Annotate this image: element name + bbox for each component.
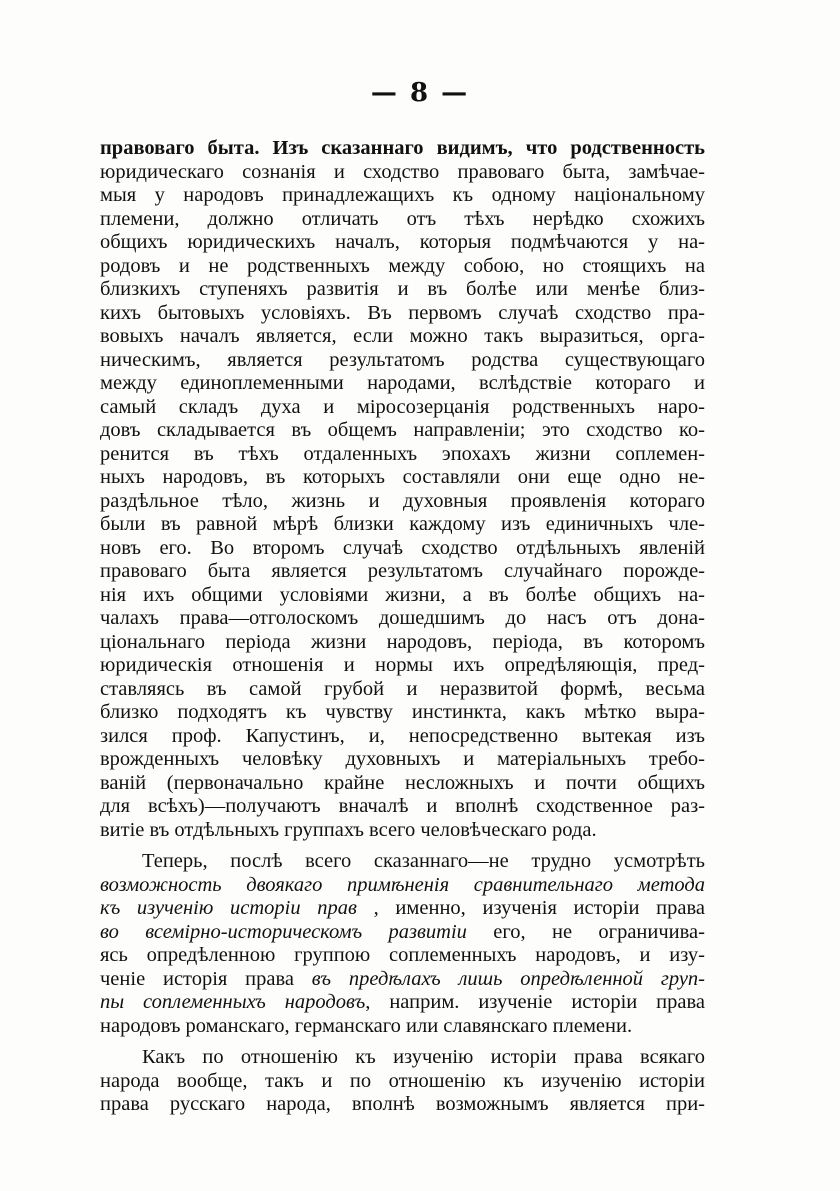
text-line: близко подходятъ къ чувству инстинкта, какъ мѣтко выра- <box>100 701 705 723</box>
text-line: ставляясь въ самой грубой и неразвитой формѣ, весьма <box>100 677 705 700</box>
text-line: общихъ юридическихъ началъ, которыя подмѣчаются у на- <box>100 231 705 253</box>
text-line: ціональнаго періода жизни народовъ, періода, въ которомъ <box>100 630 705 653</box>
text-line: ясь опредѣленною группою соплеменныхъ народовъ, и изу- <box>100 944 705 966</box>
text-line: вовыхъ началъ является, если можно такъ выразиться, орга- <box>100 325 705 347</box>
paragraph <box>100 850 705 1038</box>
text-line: Теперь, послѣ всего сказаннаго—не трудно усмотрѣть <box>142 850 705 872</box>
text-line: между единоплеменными народами, вслѣдствіе котораго и <box>100 372 705 394</box>
page-number: — 8 — <box>370 78 470 108</box>
text-line: юридическія отношенія и нормы ихъ опредѣляющія, пред- <box>100 654 705 676</box>
text-line: мыя у народовъ принадлежащихъ къ одному національному <box>100 184 705 206</box>
text-line: къ изученію исторіи прав , именно, изученія исторіи права <box>100 897 705 919</box>
text-line: близкихъ ступеняхъ развитія и въ болѣе или менѣе близ- <box>100 278 705 300</box>
text-line: чалахъ права—отголоскомъ дошедшимъ до насъ отъ дона- <box>100 607 705 629</box>
body-text <box>100 137 705 1117</box>
emphasis-text: въ предѣлахъ лишь опредѣленной груп- <box>311 967 705 990</box>
text-line: ныхъ народовъ, въ которыхъ составляли они еще одно не- <box>100 466 705 488</box>
text-line: ваній (первоначально крайне несложныхъ и почти общихъ <box>100 771 705 794</box>
text-line: довъ складывается въ общемъ направленіи; это сходство ко- <box>100 419 705 441</box>
text-line: нія ихъ общими условіями жизни, а въ болѣе общихъ на- <box>100 583 705 606</box>
text-line <box>100 874 705 898</box>
text-line: новъ его. Во второмъ случаѣ сходство отдѣльныхъ явленій <box>100 536 705 559</box>
text-line: ническимъ, является результатомъ родства существующаго <box>100 348 705 371</box>
text-line: ченіе исторія права въ предѣлахъ лишь опредѣленной груп- <box>100 967 705 990</box>
text-line: Какъ по отношенію къ изученію исторіи права всякаго <box>142 1046 705 1068</box>
emphasis-text: возможность двоякаго примѣненія сравнительнаго метода <box>100 873 705 896</box>
text-line: юридическаго сознанія и сходство правоваго быта, замѣчае- <box>100 160 705 183</box>
text-line: самый складъ духа и міросозерцанія родственныхъ наро- <box>100 395 705 418</box>
text-line: народа вообще, такъ и по отношенію къ изученію исторіи <box>100 1069 705 1092</box>
text-line: родовъ и не родственныхъ между собою, но стоящихъ на <box>100 254 705 277</box>
emphasis-text: къ изученію исторіи прав <box>100 897 374 919</box>
text-line: были въ равной мѣрѣ близки каждому изъ единичныхъ чле- <box>100 513 705 535</box>
emphasis-text: пы соплеменныхъ народовъ <box>100 991 366 1013</box>
text-line: врожденныхъ человѣку духовныхъ и матеріальныхъ требо- <box>100 748 705 770</box>
text-line: ренится въ тѣхъ отдаленныхъ эпохахъ жизни соплемен- <box>100 442 705 465</box>
emphasis-text: во всемірно-историческомъ развитіи <box>100 920 467 943</box>
text-line: правоваго быта. Изъ сказаннаго видимъ, что родственность <box>100 137 705 159</box>
paragraph <box>100 1046 705 1117</box>
text-line: правоваго быта является результатомъ случайнаго порожде- <box>100 560 705 582</box>
text-line: народовъ романскаго, германскаго или славянскаго племени. <box>100 1014 633 1037</box>
text-line: для всѣхъ)—получаютъ вначалѣ и вполнѣ сходственное раз- <box>100 795 705 817</box>
text-line: во всемірно-историческомъ развитіи его, не ограничива- <box>100 920 705 943</box>
text-line: витіе въ отдѣльныхъ группахъ всего человѣческаго рода. <box>100 818 597 841</box>
text-line: кихъ бытовыхъ условіяхъ. Въ первомъ случаѣ сходство пра- <box>100 301 705 324</box>
text-line: зился проф. Капустинъ, и, непосредственно вытекая изъ <box>100 724 705 747</box>
text-line: племени, должно отличать отъ тѣхъ нерѣдко схожихъ <box>100 207 705 230</box>
text-line: права русскаго народа, вполнѣ возможнымъ является при- <box>100 1093 705 1115</box>
text-line: пы соплеменныхъ народовъ, наприм. изученіе исторіи права <box>100 991 705 1013</box>
paragraph <box>100 137 705 842</box>
text-line: раздѣльное тѣло, жизнь и духовныя проявленія котораго <box>100 489 705 512</box>
